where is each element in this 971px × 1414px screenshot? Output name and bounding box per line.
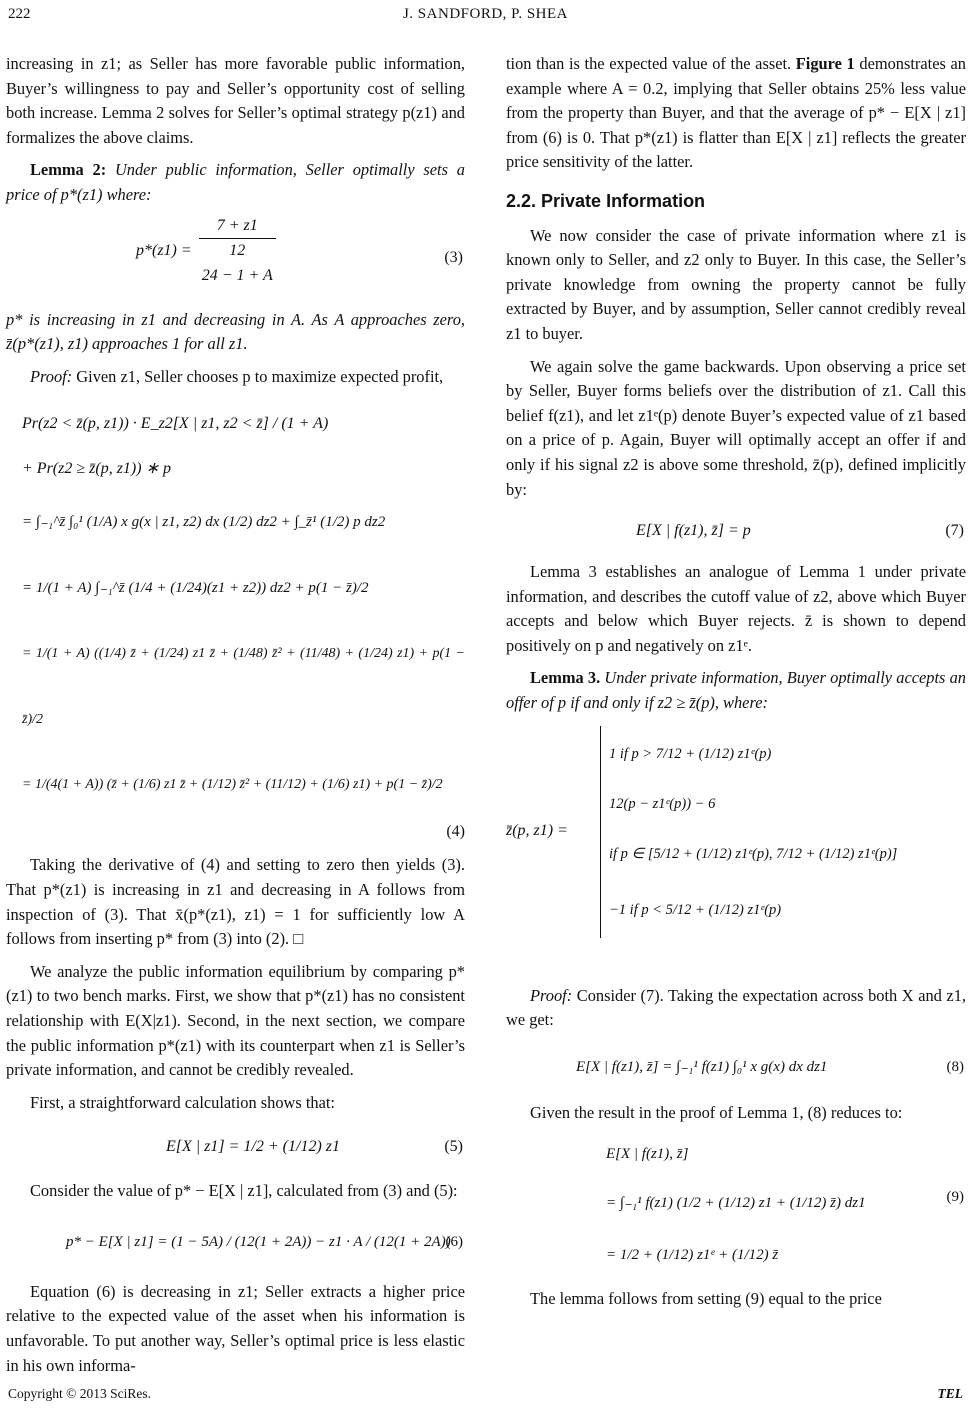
lemma-2-statement: Under public information, Seller optimally sets a price of p*(z1) where:: [6, 160, 465, 204]
paragraph: Given the result in the proof of Lemma 1, (8) reduces to:: [530, 1102, 903, 1122]
case-line: 1 if p > 7/12 + (1/12) z1ᵉ(p): [609, 745, 772, 762]
paragraph: Equation (6) is decreasing in z1; Seller extracts a higher price relative to the expected value of the asset when his information is unfavorable. To put another way, Seller’s optimal price is less elastic in his own informa-: [6, 1281, 465, 1375]
equation-6-label: (6): [445, 1233, 463, 1250]
equation-9: [506, 1131, 966, 1281]
section-heading: 2.2. Private Information: [506, 190, 706, 211]
running-authors: J. SANDFORD, P. SHEA: [402, 6, 569, 22]
equation-9-line: E[X | f(z1), z̄]: [606, 1146, 689, 1163]
case-line: if p ∈ [5/12 + (1/12) z1ᵉ(p), 7/12 + (1/12) z1ᵉ(p)]: [609, 845, 898, 862]
proof-text: Given z1, Seller chooses p to maximize expected profit,: [76, 366, 444, 386]
equation-4-line: + Pr(z2 ≥ z̄(p, z1)) ∗ p: [22, 460, 171, 478]
paragraph: increasing in z1; as Seller has more favorable public information, Buyer’s willingness to pay and Seller’s opportunity cost of selling both increase. Lemma 2 solves for Seller’s optimal strategy p(z1) and formalizes the above claims.: [6, 54, 465, 147]
figure-reference: Figure 1: [795, 54, 855, 73]
proof-heading: Proof:: [530, 985, 573, 1005]
equation-3-lhs: p*(z1) =: [136, 241, 192, 259]
equation-9-line: = ∫₋₁¹ f(z1) (1/2 + (1/12) z1 + (1/12) z̄) dz1: [606, 1195, 866, 1212]
paragraph: Taking the derivative of (4) and setting to zero then yields (3). That p*(z1) is increasing in z1 and decreasing in A follows from inspection of (3). That x̄(p*(z1), z1) = 1 for sufficiently low A follows from inserting p* from (3) into (2). □: [6, 855, 465, 949]
proof-heading: Proof:: [30, 366, 73, 386]
equation-7-label: (7): [945, 522, 964, 540]
equation-4: [6, 399, 465, 847]
equation-4-line: = 1/(1 + A) ((1/4) z̄ + (1/24) z1 z̄ + (1/48) z̄² + (11/48) + (1/24) z1) + p(1 − z̄)/2: [22, 646, 465, 728]
left-column: [6, 52, 465, 1378]
equation-7-body: E[X | f(z1), z̄] = p: [636, 522, 751, 540]
lemma-3: [506, 666, 966, 715]
lemma-2-heading: Lemma 2:: [30, 160, 107, 180]
equation-7: [506, 508, 966, 554]
paragraph: We again solve the game backwards. Upon observing a price set by Seller, Buyer forms beliefs over the distribution of z1. Call this belief f(z1), and let z1ᵉ(p) denote Buyer’s expected value of z1 based on a price of p. Again, Buyer will optimally accept an offer if and only if his signal z2 is above some threshold, z̄(p), defined implicitly by:: [506, 356, 966, 499]
case-line: −1 if p < 5/12 + (1/12) z1ᵉ(p): [609, 901, 782, 918]
equation-4-line: = ∫₋₁^z̄ ∫₀¹ (1/A) x g(x | z1, z2) dx (1/2) dz2 + ∫_z̄¹ (1/2) p dz2: [22, 514, 386, 531]
page-number: 222: [8, 6, 31, 22]
paragraph: [506, 52, 966, 175]
lemma-3-statement: Under private information, Buyer optimally accepts an offer of p if and only if z2 ≥ z̄(p), where:: [506, 668, 966, 713]
equation-lemma-3-lhs: z̄(p, z1) =: [506, 822, 568, 840]
equation-8-body: E[X | f(z1), z̄] = ∫₋₁¹ f(z1) ∫₀¹ x g(x) dx dz1: [576, 1058, 828, 1075]
paragraph: Lemma 3 establishes an analogue of Lemma 1 under private information, and describes the cutoff value of z2, above which Buyer accepts and below which Buyer rejects. z̄ is shown to depend positively on p and negatively on z1ᵉ.: [506, 562, 966, 655]
equation-3-den-b: 24 − 1 + A: [201, 266, 273, 284]
proof: [6, 365, 465, 390]
paragraph: p* is increasing in z1 and decreasing in A. As A approaches zero, z̄(p*(z1), z1) approaches 1 for all z1.: [6, 309, 465, 354]
equation-9-line: = 1/2 + (1/12) z1ᵉ + (1/12) z̄: [606, 1247, 779, 1264]
paragraph: First, a straightforward calculation shows that:: [30, 1092, 335, 1112]
equation-3-label: (3): [444, 248, 463, 266]
equation-3-denominator: [199, 238, 276, 288]
equation-4-label: (4): [446, 823, 465, 841]
equation-5-lhs: E[X | z1] =: [166, 1138, 240, 1156]
equation-3-numerator: 7 + z1: [216, 216, 258, 234]
piecewise-cases: [600, 726, 897, 938]
copyright: Copyright © 2013 SciRes.: [8, 1386, 152, 1401]
equation-4-line: Pr(z2 < z̄(p, z1)) · E_z2[X | z1, z2 < z̄] / (1 + A): [22, 415, 329, 433]
equation-8: [506, 1039, 966, 1095]
page-header: [0, 6, 971, 28]
right-column: [506, 52, 966, 1312]
paragraph: The lemma follows from setting (9) equal to the price: [530, 1289, 882, 1309]
paragraph: We analyze the public information equilibrium by comparing p*(z1) to two bench marks. First, we show that p*(z1) has no consistent relationship with E(X|z1). Second, in the next section, we compare the public information p*(z1) with its counterpart when z1 is Seller’s private information, and cannot be credibly revealed.: [6, 961, 465, 1080]
journal-name: TEL: [937, 1386, 963, 1401]
equation-5-label: (5): [444, 1138, 463, 1156]
equation-9-label: (9): [946, 1189, 964, 1206]
paragraph-text: demonstrates an example where A = 0.2, implying that Seller obtains 25% less value from the property than Buyer, and that the average of p* − E[X | z1] from (6) is 0. That p*(z1) is flatter than E[X | z1] reflects the greater price sensitivity of the latter.: [506, 54, 966, 172]
equation-3-den-a: 12: [229, 242, 246, 260]
proof-text: Consider (7). Taking the expectation across both X and z1, we get:: [506, 985, 966, 1030]
equation-3-fraction: [199, 214, 276, 289]
paragraph: We now consider the case of private information where z1 is known only to Seller, and z2 only to Buyer. In this case, the Seller’s private knowledge from owning the property cannot be fully extracted by Buyer, and by assumption, Seller cannot credibly reveal z1 to buyer.: [506, 225, 966, 343]
proof: [506, 984, 966, 1033]
lemma-3-heading: Lemma 3.: [530, 668, 601, 688]
equation-6-lhs: p* − E[X | z1] =: [66, 1233, 168, 1250]
equation-4-line: = 1/(4(1 + A)) (z̄ + (1/6) z1 z̄ + (1/12) z̄² + (11/12) + (1/6) z1) + p(1 − z̄)/2: [22, 777, 443, 793]
paragraph-text: tion than is the expected value of the asset.: [506, 54, 792, 73]
equation-8-label: (8): [946, 1058, 964, 1075]
case-line: 12(p − z1ᵉ(p)) − 6: [609, 795, 716, 812]
equation-3: [6, 214, 465, 302]
lemma-2: [6, 158, 465, 207]
equation-5-rhs: 1/2 + (1/12) z1: [243, 1138, 340, 1156]
equation-4-line: = 1/(1 + A) ∫₋₁^z̄ (1/4 + (1/24)(z1 + z2)) dz2 + p(1 − z̄)/2: [22, 580, 369, 597]
paragraph: Consider the value of p* − E[X | z1], calculated from (3) and (5):: [30, 1181, 458, 1201]
equation-6: [6, 1210, 465, 1274]
equation-6-rhs: (1 − 5A) / (12(1 + 2A)) − z1 · A / (12(1 + 2A)): [171, 1233, 451, 1250]
equation-lemma-3: [506, 726, 966, 976]
equation-5: [6, 1121, 465, 1173]
